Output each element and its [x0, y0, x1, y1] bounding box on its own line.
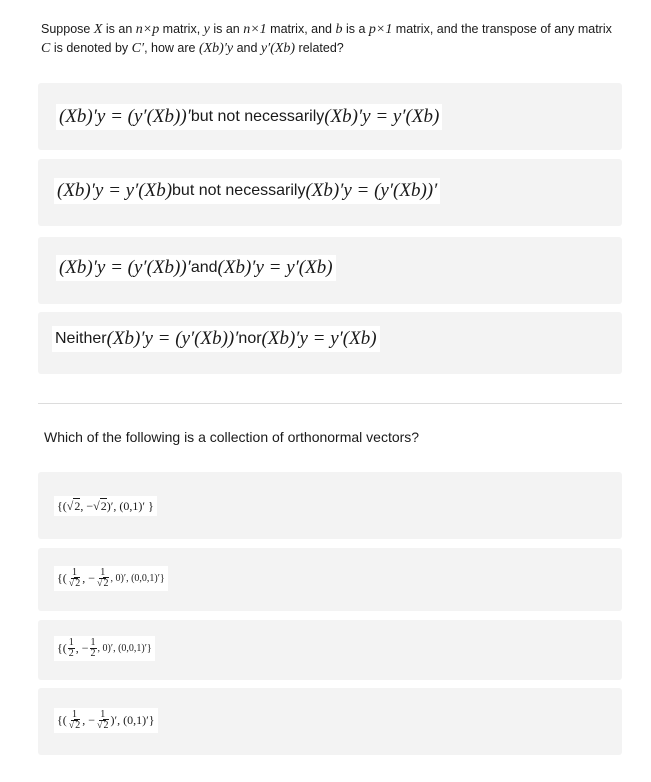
answer-option-2a[interactable] [38, 472, 622, 539]
option-content [52, 326, 380, 352]
sqrt-symbol: √ [93, 498, 100, 513]
radicand: 2 [74, 499, 81, 513]
option-content [54, 566, 168, 591]
option-text: {( [57, 571, 67, 585]
equation-a: (Xb)′y = (y′(Xb))′ [59, 257, 191, 278]
section-divider [38, 403, 622, 404]
option-text: , 0)′, (0,0,1)′} [97, 643, 152, 654]
option-text: and [190, 259, 218, 276]
option-text: {( [57, 641, 67, 655]
option-text: {( [57, 498, 67, 513]
option-content [54, 708, 158, 733]
option-text: )′, (0,1)′} [110, 713, 155, 727]
equation-a: (Xb)′y = y′(Xb) [57, 180, 173, 201]
option-text: , − [80, 498, 94, 513]
option-text: , − [75, 641, 89, 655]
equation-b: (Xb)′y = y′(Xb) [261, 328, 377, 349]
option-text: nor [238, 330, 262, 347]
fraction: $\frac{1}{2}$ [90, 637, 96, 659]
option-content [54, 496, 157, 516]
answer-option-1a[interactable] [38, 83, 622, 150]
question-1-text: Suppose X is an n×p matrix, y is an n×1 matrix, and b is a p×1 matrix, and the transpose of any matrix C is denoted by C′, how are (Xb)′y and y′(Xb) related? [41, 22, 612, 56]
option-text: , − [82, 571, 96, 585]
fraction: $\frac{1}{√2}$ [97, 567, 109, 589]
option-text: {( [57, 713, 67, 727]
answer-option-1c[interactable] [38, 237, 622, 304]
equation-b: (Xb)′y = y′(Xb) [217, 257, 333, 278]
option-content [56, 255, 336, 281]
option-content [56, 104, 442, 130]
equation-b: (Xb)′y = y′(Xb) [324, 106, 440, 127]
option-text: )′, (0,1)′ } [106, 498, 154, 513]
option-text: , 0)′, (0,0,1)′} [110, 573, 165, 584]
equation-a: (Xb)′y = (y′(Xb))′ [59, 106, 191, 127]
fraction: $\frac{1}{2}$ [68, 637, 74, 659]
answer-option-2c[interactable] [38, 620, 622, 680]
option-text: , − [82, 713, 96, 727]
answer-option-2b[interactable] [38, 548, 622, 611]
option-content [54, 636, 155, 661]
fraction: $\frac{1}{√2}$ [68, 567, 81, 589]
answer-option-2d[interactable] [38, 688, 622, 755]
option-text: but not necessarily [190, 108, 325, 125]
option-text: but not necessarily [172, 182, 306, 199]
option-content [54, 178, 440, 204]
fraction: $\frac{1}{√2}$ [97, 709, 109, 731]
answer-option-1d[interactable] [38, 312, 622, 374]
fraction: $\frac{1}{√2}$ [68, 709, 81, 731]
radicand: 2 [100, 499, 107, 513]
equation-a: (Xb)′y = (y′(Xb))′ [106, 328, 239, 349]
option-text: Neither [55, 330, 107, 347]
equation-b: (Xb)′y = (y′(Xb))′ [305, 180, 438, 201]
question-2-text: Which of the following is a collection of orthonormal vectors? [44, 429, 420, 445]
sqrt-symbol: √ [66, 498, 74, 513]
answer-option-1b[interactable] [38, 159, 622, 226]
